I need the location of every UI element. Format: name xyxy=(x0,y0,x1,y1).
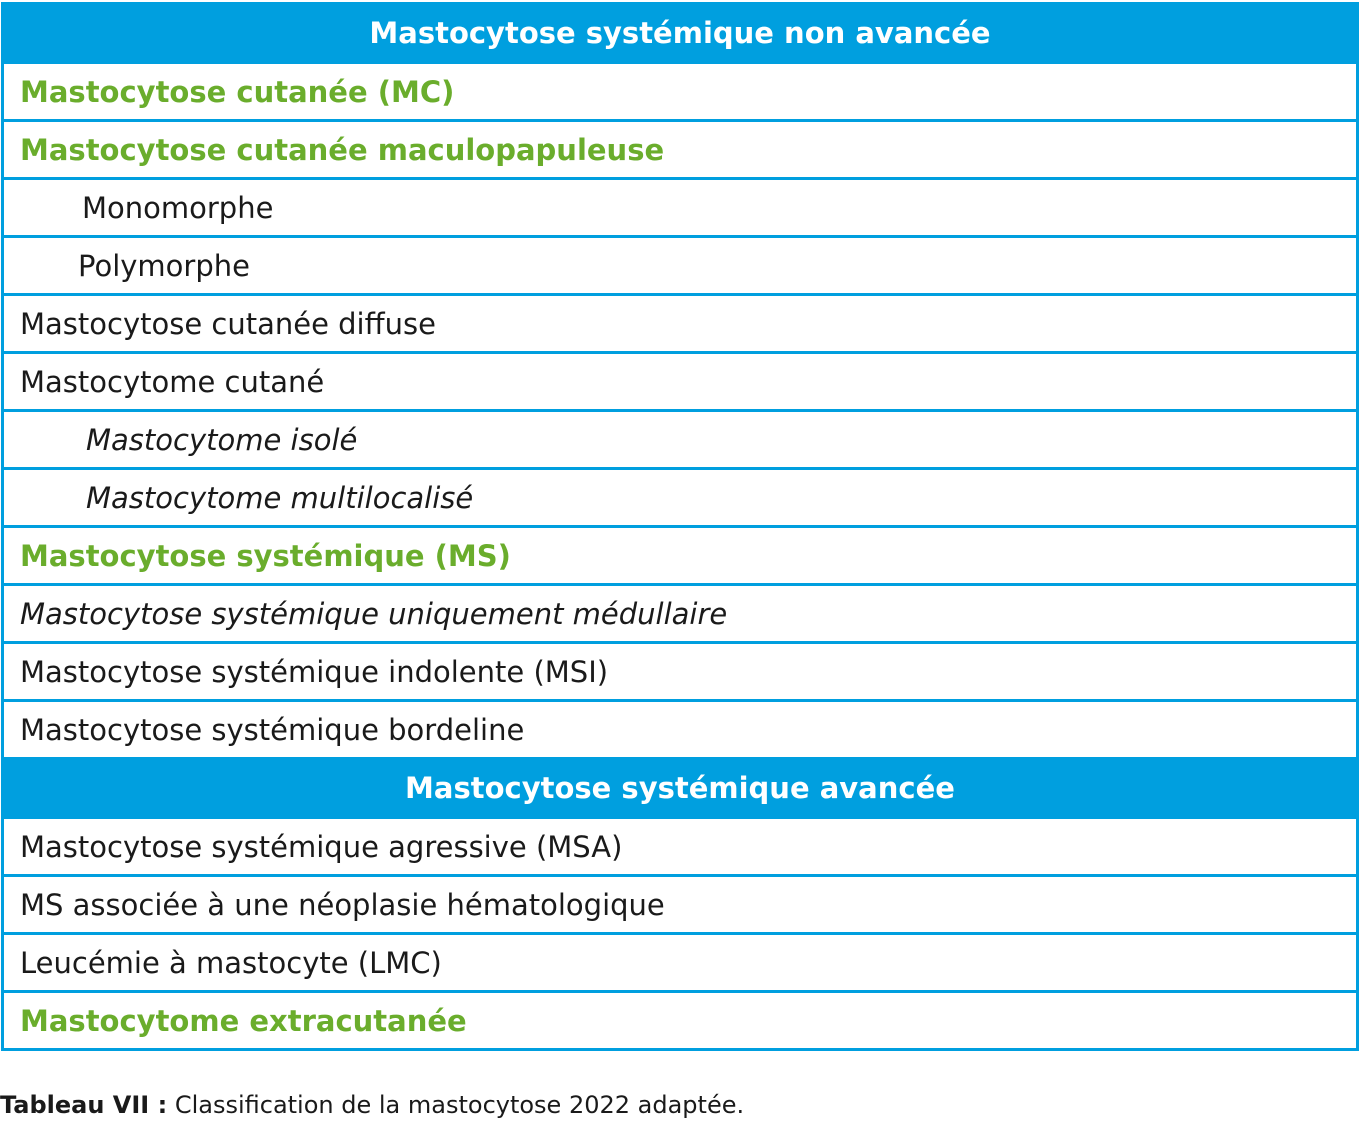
section-header-advanced: Mastocytose systémique avancée xyxy=(4,760,1356,819)
table-row-subitem: Mastocytome multilocalisé xyxy=(4,470,1356,528)
table-row: Mastocytose cutanée diffuse xyxy=(4,296,1356,354)
table-row: Mastocytose systémique indolente (MSI) xyxy=(4,644,1356,702)
section-header-non-advanced: Mastocytose systémique non avancée xyxy=(4,5,1356,64)
classification-table xyxy=(1,2,1359,1051)
table-row: Mastocytose systémique agressive (MSA) xyxy=(4,819,1356,877)
table-row-category: Mastocytose cutanée (MC) xyxy=(4,64,1356,122)
table-row: Leucémie à mastocyte (LMC) xyxy=(4,935,1356,993)
table-caption xyxy=(0,1091,744,1119)
table-row-subitem: Polymorphe xyxy=(4,238,1356,296)
table-row-category: Mastocytose cutanée maculopapuleuse xyxy=(4,122,1356,180)
table-row: Mastocytose systémique uniquement médullaire xyxy=(4,586,1356,644)
table-row-category: Mastocytome extracutanée xyxy=(20,1003,467,1038)
table-row: MS associée à une néoplasie hématologique xyxy=(4,877,1356,935)
table-row: Mastocytose systémique bordeline xyxy=(4,702,1356,760)
table-row-subitem: Mastocytome isolé xyxy=(4,412,1356,470)
caption-text: Classification de la mastocytose 2022 adaptée. xyxy=(167,1091,745,1119)
table-row-category: Mastocytose systémique (MS) xyxy=(4,528,1356,586)
caption-label: Tableau VII : xyxy=(0,1091,168,1119)
table-row-subitem: Monomorphe xyxy=(4,180,1356,238)
table-row: Mastocytome cutané xyxy=(4,354,1356,412)
